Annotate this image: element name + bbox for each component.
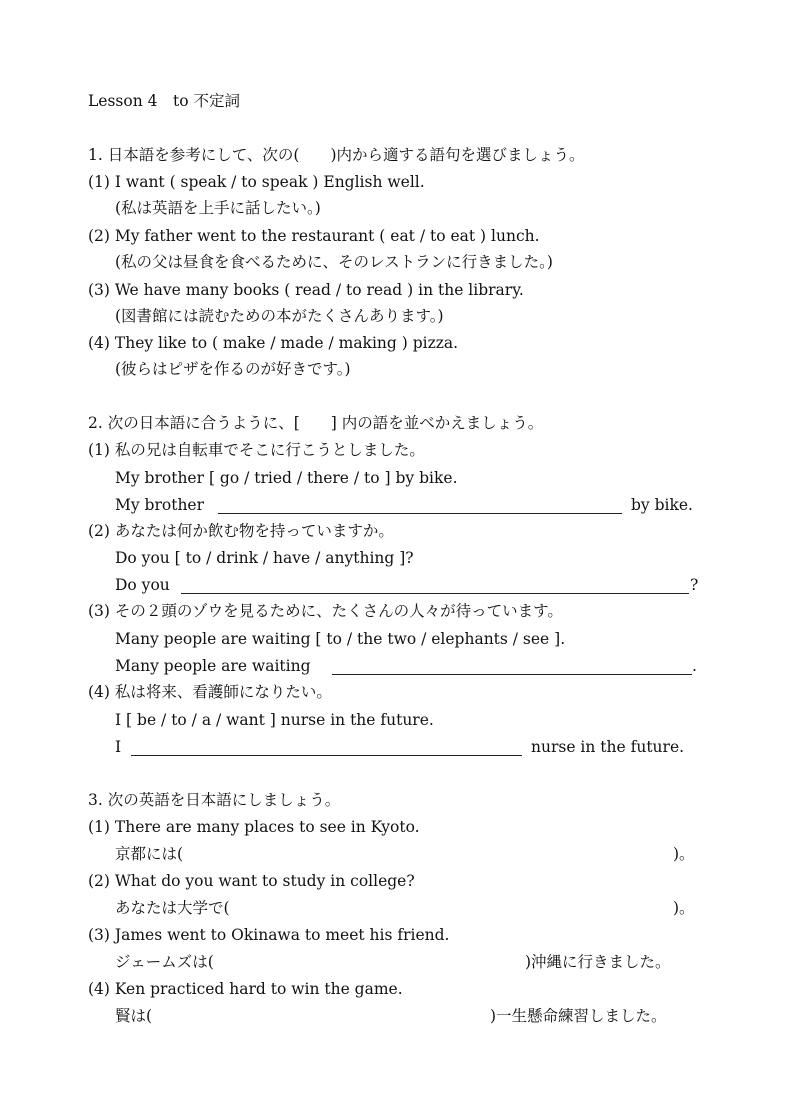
s2-item2-scramble: Do you [ to / drink / have / anything ]?: [115, 549, 414, 567]
section1-heading: 1. 日本語を参考にして、次の( )内から適する語句を選びましょう。: [88, 146, 585, 164]
s3-item1-jp-suffix: )。: [673, 845, 695, 863]
s2-item3-answer-suffix: .: [692, 657, 697, 675]
s1-item2-jp: (私の父は昼食を食べるために、そのレストランに行きました。): [115, 253, 553, 271]
s1-item3-en: (3) We have many books ( read / to read ) in the library.: [88, 281, 524, 299]
s3-item1-en: (1) There are many places to see in Kyoto.: [88, 818, 420, 836]
s2-item1-answer-suffix: by bike.: [631, 496, 693, 514]
s2-item4-answer-suffix: nurse in the future.: [531, 738, 685, 756]
section2-heading: 2. 次の日本語に合うように、[ ] 内の語を並べかえましょう。: [88, 414, 544, 432]
s1-item1-jp: (私は英語を上手に話したい。): [115, 199, 321, 217]
s1-item1-en: (1) I want ( speak / to speak ) English well.: [88, 173, 425, 191]
s3-item4-jp-prefix: 賢は(: [115, 1007, 153, 1025]
s2-item2-answer-prefix: Do you: [115, 576, 170, 594]
s2-item1-scramble: My brother [ go / tried / there / to ] by bike.: [115, 469, 458, 487]
s3-item3-jp-prefix: ジェームズは(: [115, 953, 214, 971]
s2-item3-answer-prefix: Many people are waiting: [115, 657, 311, 675]
s3-item4-jp-suffix: )一生懸命練習しました。: [490, 1007, 667, 1025]
section3-heading: 3. 次の英語を日本語にしましょう。: [88, 791, 341, 809]
s2-item2-jp: (2) あなたは何か飲む物を持っていますか。: [88, 522, 394, 540]
s3-item2-jp-prefix: あなたは大学で(: [115, 899, 230, 917]
s3-item2-en: (2) What do you want to study in college?: [88, 872, 415, 890]
s1-item3-jp: (図書館には読むための本がたくさんあります。): [115, 307, 444, 325]
s1-item4-jp: (彼らはピザを作るのが好きです。): [115, 360, 351, 378]
s2-item3-jp: (3) その２頭のゾウを見るために、たくさんの人々が待っています。: [88, 602, 563, 620]
s3-item4-en: (4) Ken practiced hard to win the game.: [88, 980, 403, 998]
s2-item1-answer-prefix: My brother: [115, 496, 205, 514]
s2-item1-jp: (1) 私の兄は自転車でそこに行こうとしました。: [88, 441, 425, 459]
s2-item1-answer-blank[interactable]: [218, 513, 622, 514]
lesson-title: Lesson 4 to 不定詞: [88, 92, 240, 110]
s2-item3-answer-blank[interactable]: [332, 674, 692, 675]
s1-item2-en: (2) My father went to the restaurant ( eat / to eat ) lunch.: [88, 227, 540, 245]
s2-item4-jp: (4) 私は将来、看護師になりたい。: [88, 683, 332, 701]
s2-item4-scramble: I [ be / to / a / want ] nurse in the future.: [115, 711, 434, 729]
s3-item1-jp-prefix: 京都には(: [115, 845, 184, 863]
s3-item2-jp-suffix: )。: [673, 899, 695, 917]
s3-item3-jp-suffix: )沖縄に行きました。: [525, 953, 671, 971]
s2-item4-answer-blank[interactable]: [131, 755, 522, 756]
s2-item2-answer-blank[interactable]: [181, 593, 689, 594]
s2-item3-scramble: Many people are waiting [ to / the two / elephants / see ].: [115, 630, 566, 648]
s2-item4-answer-prefix: I: [115, 738, 122, 756]
s3-item3-en: (3) James went to Okinawa to meet his friend.: [88, 926, 450, 944]
s1-item4-en: (4) They like to ( make / made / making ) pizza.: [88, 334, 459, 352]
s2-item2-answer-suffix: ?: [690, 576, 699, 594]
